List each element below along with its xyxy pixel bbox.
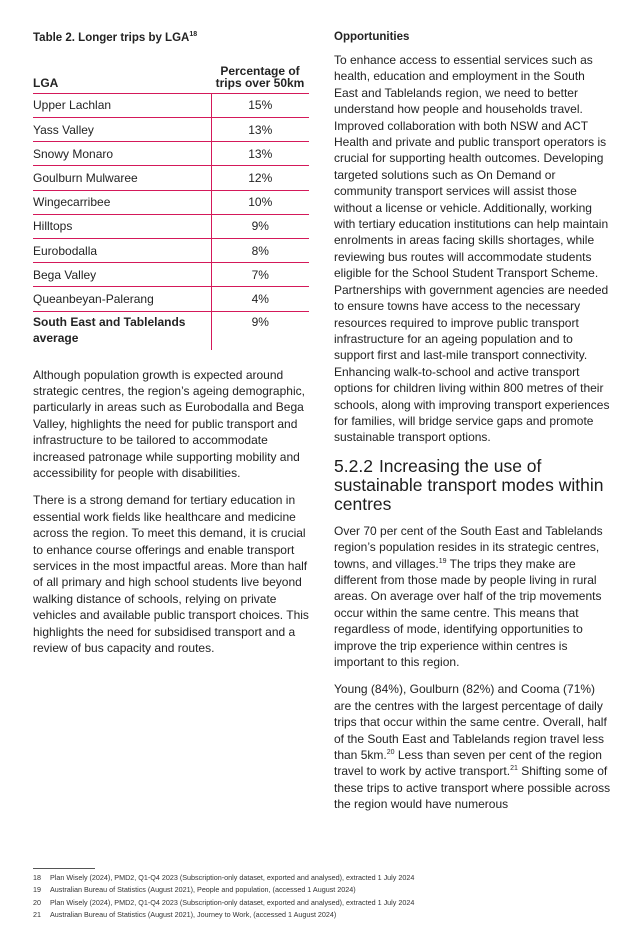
left-column: [33, 31, 309, 667]
lga-cell: Goulburn Mulwaree: [33, 166, 211, 190]
table-row: [33, 214, 309, 238]
pct-cell: 9%: [211, 214, 309, 238]
section-heading: [334, 457, 612, 514]
table-body: [33, 93, 309, 349]
footnote-text: Plan Wisely (2024), PMD2, Q1-Q4 2023 (Subscription-only dataset, exported and analysed), extracted 1 July 2024: [50, 897, 415, 907]
paragraph-text: Less than seven per cent of the region travel to work by active transport.: [334, 748, 602, 779]
lga-cell: Eurobodalla: [33, 238, 211, 262]
pct-cell: 4%: [211, 287, 309, 311]
footnote-number: 18: [33, 873, 41, 882]
footnote-number: 21: [33, 910, 41, 920]
footnote-ref-21[interactable]: 21: [510, 765, 518, 773]
pct-cell: 8%: [211, 238, 309, 262]
footnote-21: [33, 909, 613, 921]
average-label: South East and Tablelands average: [33, 311, 211, 350]
footnote-ref-19[interactable]: 19: [438, 557, 447, 565]
paragraph-tertiary-education: There is a strong demand for tertiary education in essential work fields like healthcare and medicine across the region. To meet this demand, it is crucial to enhance course offerings and enable transport services in the most impactful areas. More than half of all primary and high school students live beyond walking distance of schools, relying on private vehicles and available public transport choices. This highlights the need for subsidised transport and a review of bus capacity and routes.: [33, 493, 309, 656]
table-row-average: [33, 311, 309, 350]
pct-cell: 13%: [211, 118, 309, 142]
paragraph-text: Young (84%), Goulburn (82%) and Cooma (71%) are the centres with the largest percentage of daily trips that occur within the same centre. Overall, half of the South East and Tablelands region travel less than 5km.: [334, 682, 607, 763]
paragraph-ageing-demographic: Although population growth is expected around strategic centres, the region’s ageing demographic, particularly in areas such as Eurobodalla and Bega Valley, highlights the need for public transport and infrastructure to be tailored to accommodate increased patronage while supporting mobility and accessibility for people with disabilities.: [33, 367, 305, 480]
table-row: [33, 287, 309, 311]
average-value: 9%: [211, 311, 309, 350]
footnote-number: 20: [33, 897, 41, 907]
paragraph-text: The trips they make are different from those made by people living in rural areas. On average over half of the trip movements occur within the same centre. This means that regardless of mode, identifying opportunities to improve the trip experience within centres is important to this region.: [334, 556, 602, 669]
table-row: [33, 93, 309, 117]
table-caption: [33, 31, 309, 44]
table-row: [33, 238, 309, 262]
right-column: [334, 31, 612, 824]
section-number: 5.2.2: [334, 455, 373, 476]
paragraph-text: Over 70 per cent of the South East and Tablelands region’s population resides in its strategic centres, towns, and villages.: [334, 523, 603, 571]
opportunities-heading: Opportunities: [334, 31, 410, 43]
lga-cell: Hilltops: [33, 214, 211, 238]
footnote-number: 19: [33, 885, 41, 895]
lga-cell: Wingecarribee: [33, 190, 211, 214]
lga-cell: Snowy Monaro: [33, 142, 211, 166]
footnote-ref-20[interactable]: 20: [386, 749, 395, 757]
table-caption-text: Table 2. Longer trips by LGA: [33, 31, 190, 44]
pct-cell: 15%: [211, 93, 309, 117]
table-row: [33, 118, 309, 142]
footnote-text: Plan Wisely (2024), PMD2, Q1-Q4 2023 (Subscription-only dataset, exported and analysed), extracted 1 July 2024: [50, 873, 415, 882]
pct-cell: 10%: [211, 190, 309, 214]
col-header-percentage: Percentage of trips over 50km: [211, 65, 309, 94]
lga-cell: Upper Lachlan: [33, 93, 211, 117]
opportunities-paragraph: To enhance access to essential services such as health, education and employment in the South East and Tablelands region, we need to better understand how people and households travel. Improved collaboration with both NSW and ACT Health and private and public transport operators is crucial for supporting health outcomes. Developing targeted solutions such as On Demand or community transport services will assist those without a license or vehicle. Additionally, working with tertiary education institutions can help maintain enrolments in areas facing skills shortages, while reviewing bus routes will accommodate students eligible for the School Student Transport Scheme. Partnerships with government agencies are needed to ensure towns have access to the necessary resources required to improve public transport infrastructure for an ageing population and to support first and last-mile transport connectivity. Enhancing walk-to-school and active transport options for children living within 800 metres of their schools, along with improving transport experiences for families, will bridge service gaps and promote sustainable transport options.: [334, 53, 610, 445]
pct-cell: 12%: [211, 166, 309, 190]
paragraph-centres-population: [334, 523, 612, 671]
lga-cell: Queanbeyan-Palerang: [33, 287, 211, 311]
col-header-lga: LGA: [33, 65, 211, 94]
longer-trips-table: [33, 65, 309, 350]
footnote-ref-18[interactable]: 18: [189, 31, 198, 38]
section-title: Increasing the use of sustainable transport modes within centres: [334, 455, 604, 514]
footnote-text: Australian Bureau of Statistics (August 2021), People and population, (accessed 1 August 2024): [50, 885, 356, 895]
lga-cell: Yass Valley: [33, 118, 211, 142]
pct-cell: 7%: [211, 263, 309, 287]
footnote-20: [33, 897, 613, 909]
footnote-18: [33, 872, 613, 884]
lga-cell: Bega Valley: [33, 263, 211, 287]
footnotes: [33, 868, 613, 922]
footnote-19: [33, 884, 613, 896]
table-row: [33, 190, 309, 214]
paragraph-daily-trips: [334, 681, 612, 812]
table-row: [33, 263, 309, 287]
table-row: [33, 142, 309, 166]
paragraph-text: Shifting some of these trips to active transport where possible across the region would have numerous: [334, 764, 611, 812]
pct-cell: 13%: [211, 142, 309, 166]
table-row: [33, 166, 309, 190]
footnote-divider: [33, 868, 95, 869]
footnote-text: Australian Bureau of Statistics (August 2021), Journey to Work, (accessed 1 August 2024): [50, 910, 337, 920]
